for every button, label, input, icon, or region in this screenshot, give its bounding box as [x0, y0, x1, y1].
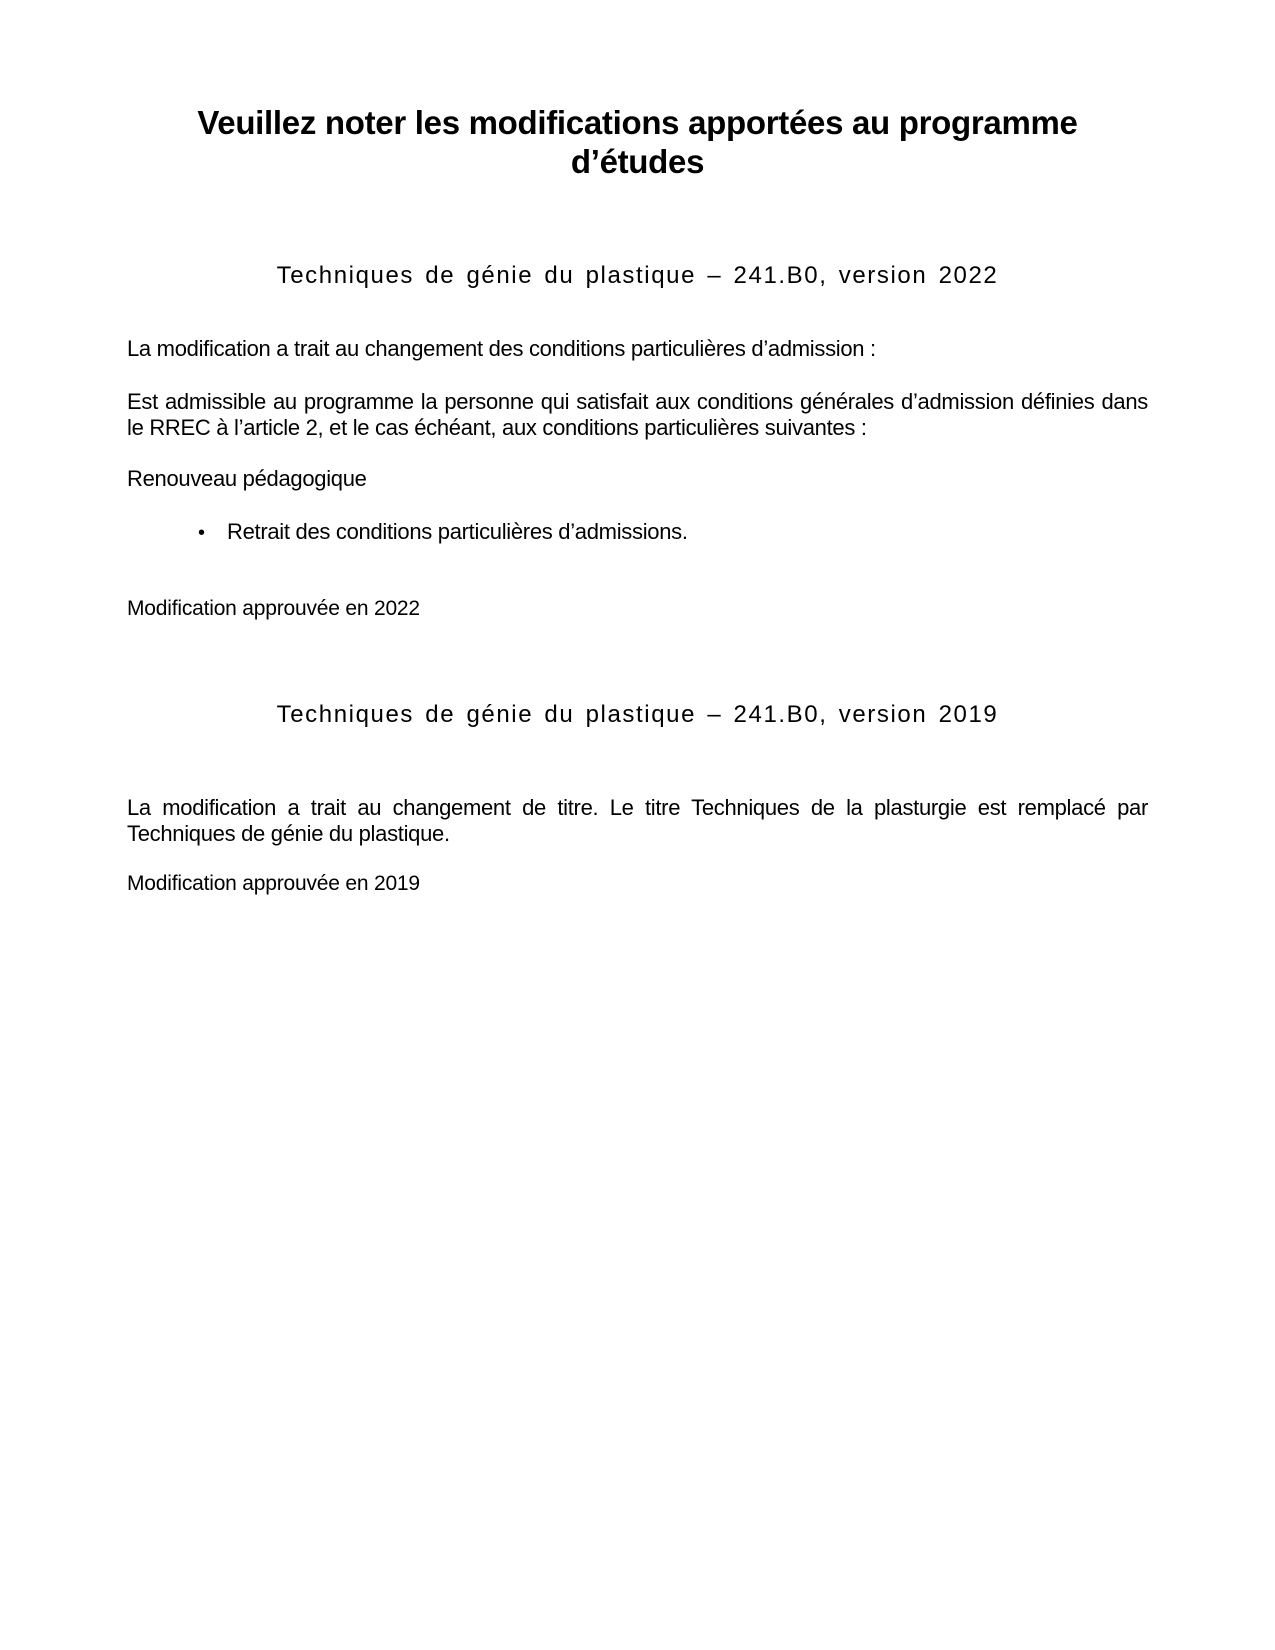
title-change-paragraph: La modification a trait au changement de titre. Le titre Techniques de la plasturgie est remplacé par Techniques de génie du plastique. [127, 794, 1148, 846]
admission-conditions-paragraph: Est admissible au programme la personne qui satisfait aux conditions générales d’admission définies dans le RREC à l’article 2, et le cas échéant, aux conditions particulières suivantes : [127, 388, 1148, 440]
section-heading-2019: Techniques de génie du plastique – 241.B0, version 2019 [276, 700, 999, 728]
approval-note-2019: Modification approuvée en 2019 [127, 871, 420, 895]
section-version-2022 [127, 262, 1148, 621]
section-version-2019 [127, 701, 1148, 896]
page-title: Veuillez noter les modifications apportées au programme d’études [197, 104, 1078, 180]
renouveau-pedagogique-label: Renouveau pédagogique [127, 465, 367, 491]
approval-note-2022: Modification approuvée en 2022 [127, 596, 420, 620]
list-item [198, 519, 1148, 546]
section-heading-2022: Techniques de génie du plastique – 241.B0, version 2022 [276, 261, 999, 289]
modification-intro-paragraph: La modification a trait au changement des conditions particulières d’admission : [127, 335, 876, 361]
bullet-icon: • [198, 521, 205, 544]
bullet-text: Retrait des conditions particulières d’admissions. [227, 518, 688, 544]
